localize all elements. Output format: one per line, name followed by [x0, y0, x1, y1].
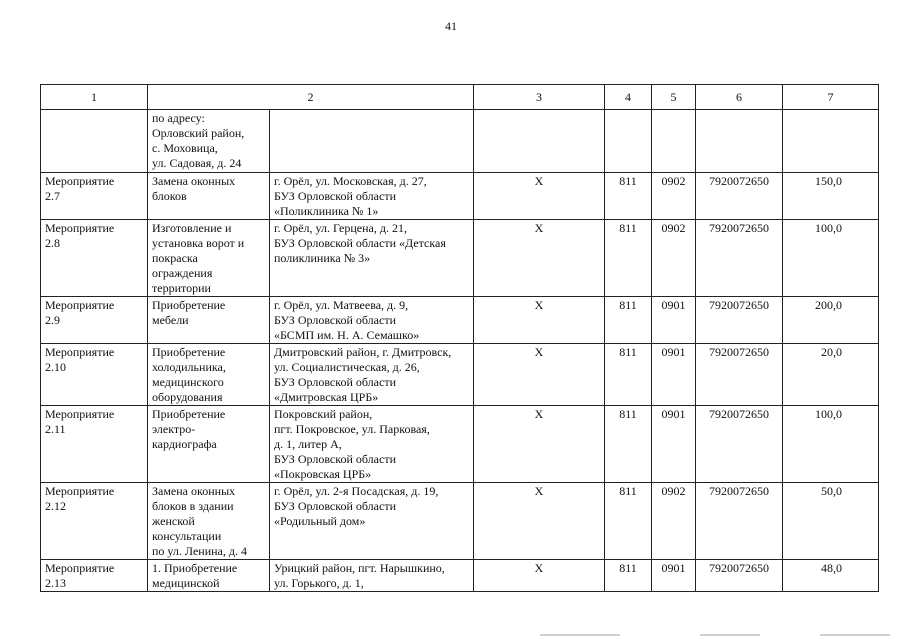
header-cell-2: 2: [148, 85, 474, 110]
code-cell: 811: [605, 483, 652, 560]
amount-cell: 150,0: [783, 173, 879, 220]
x-cell: [474, 110, 605, 173]
x-cell: Х: [474, 344, 605, 406]
event-cell: Мероприятие 2.13: [41, 560, 148, 592]
header-cell-6: 6: [696, 85, 783, 110]
target-cell: [696, 110, 783, 173]
table-row: [41, 220, 879, 297]
table-row: [41, 297, 879, 344]
page-number: 41: [445, 19, 457, 33]
event-cell: Мероприятие 2.9: [41, 297, 148, 344]
section-cell: 0901: [652, 297, 696, 344]
description-cell: Замена оконных блоков в здании женской консультации по ул. Ленина, д. 4: [148, 483, 270, 560]
section-cell: 0901: [652, 344, 696, 406]
code-cell: 811: [605, 344, 652, 406]
section-cell: 0901: [652, 406, 696, 483]
address-cell: Дмитровский район, г. Дмитровск, ул. Социалистическая, д. 26, БУЗ Орловской области «Дмитровская ЦРБ»: [270, 344, 474, 406]
description-cell: Приобретение мебели: [148, 297, 270, 344]
section-cell: [652, 110, 696, 173]
table-row: [41, 483, 879, 560]
x-cell: Х: [474, 406, 605, 483]
header-cell-3: 3: [474, 85, 605, 110]
amount-cell: 48,0: [783, 560, 879, 592]
scan-artifact: [820, 634, 890, 636]
description-cell: по адресу: Орловский район, с. Моховица, ул. Садовая, д. 24: [148, 110, 270, 173]
event-cell: Мероприятие 2.8: [41, 220, 148, 297]
target-cell: 7920072650: [696, 344, 783, 406]
target-cell: 7920072650: [696, 173, 783, 220]
event-cell: [41, 110, 148, 173]
address-cell: [270, 110, 474, 173]
x-cell: Х: [474, 560, 605, 592]
scan-artifact: [540, 634, 620, 636]
header-cell-7: 7: [783, 85, 879, 110]
amount-cell: 20,0: [783, 344, 879, 406]
table-header-row: [41, 85, 879, 110]
code-cell: 811: [605, 220, 652, 297]
header-cell-5: 5: [652, 85, 696, 110]
description-cell: Приобретение электро- кардиографа: [148, 406, 270, 483]
section-cell: 0902: [652, 173, 696, 220]
header-cell-4: 4: [605, 85, 652, 110]
event-cell: Мероприятие 2.7: [41, 173, 148, 220]
amount-cell: 200,0: [783, 297, 879, 344]
code-cell: 811: [605, 406, 652, 483]
address-cell: Покровский район, пгт. Покровское, ул. Парковая, д. 1, литер А, БУЗ Орловской области «Покровская ЦРБ»: [270, 406, 474, 483]
section-cell: 0901: [652, 560, 696, 592]
x-cell: Х: [474, 483, 605, 560]
address-cell: Урицкий район, пгт. Нарышкино, ул. Горького, д. 1,: [270, 560, 474, 592]
code-cell: 811: [605, 173, 652, 220]
code-cell: 811: [605, 297, 652, 344]
table-row: [41, 173, 879, 220]
section-cell: 0902: [652, 220, 696, 297]
description-cell: Приобретение холодильника, медицинского оборудования: [148, 344, 270, 406]
table-row: [41, 344, 879, 406]
description-cell: Замена оконных блоков: [148, 173, 270, 220]
event-cell: Мероприятие 2.11: [41, 406, 148, 483]
address-cell: г. Орёл, ул. Матвеева, д. 9, БУЗ Орловской области «БСМП им. Н. А. Семашко»: [270, 297, 474, 344]
target-cell: 7920072650: [696, 406, 783, 483]
description-cell: 1. Приобретение медицинской: [148, 560, 270, 592]
table-row: [41, 406, 879, 483]
x-cell: Х: [474, 297, 605, 344]
x-cell: Х: [474, 220, 605, 297]
x-cell: Х: [474, 173, 605, 220]
target-cell: 7920072650: [696, 483, 783, 560]
event-cell: Мероприятие 2.10: [41, 344, 148, 406]
target-cell: 7920072650: [696, 220, 783, 297]
description-cell: Изготовление и установка ворот и покраска ограждения территории: [148, 220, 270, 297]
code-cell: 811: [605, 560, 652, 592]
code-cell: [605, 110, 652, 173]
header-cell-1: 1: [41, 85, 148, 110]
table-body: [41, 85, 879, 592]
amount-cell: 100,0: [783, 220, 879, 297]
amount-cell: [783, 110, 879, 173]
event-cell: Мероприятие 2.12: [41, 483, 148, 560]
amount-cell: 100,0: [783, 406, 879, 483]
section-cell: 0902: [652, 483, 696, 560]
table-row: [41, 110, 879, 173]
scan-artifact: [700, 634, 760, 636]
address-cell: г. Орёл, ул. Герцена, д. 21, БУЗ Орловской области «Детская поликлиника № 3»: [270, 220, 474, 297]
target-cell: 7920072650: [696, 297, 783, 344]
target-cell: 7920072650: [696, 560, 783, 592]
data-table: [40, 84, 879, 592]
address-cell: г. Орёл, ул. Московская, д. 27, БУЗ Орловской области «Поликлиника № 1»: [270, 173, 474, 220]
amount-cell: 50,0: [783, 483, 879, 560]
table-row: [41, 560, 879, 592]
address-cell: г. Орёл, ул. 2-я Посадская, д. 19, БУЗ Орловской области «Родильный дом»: [270, 483, 474, 560]
